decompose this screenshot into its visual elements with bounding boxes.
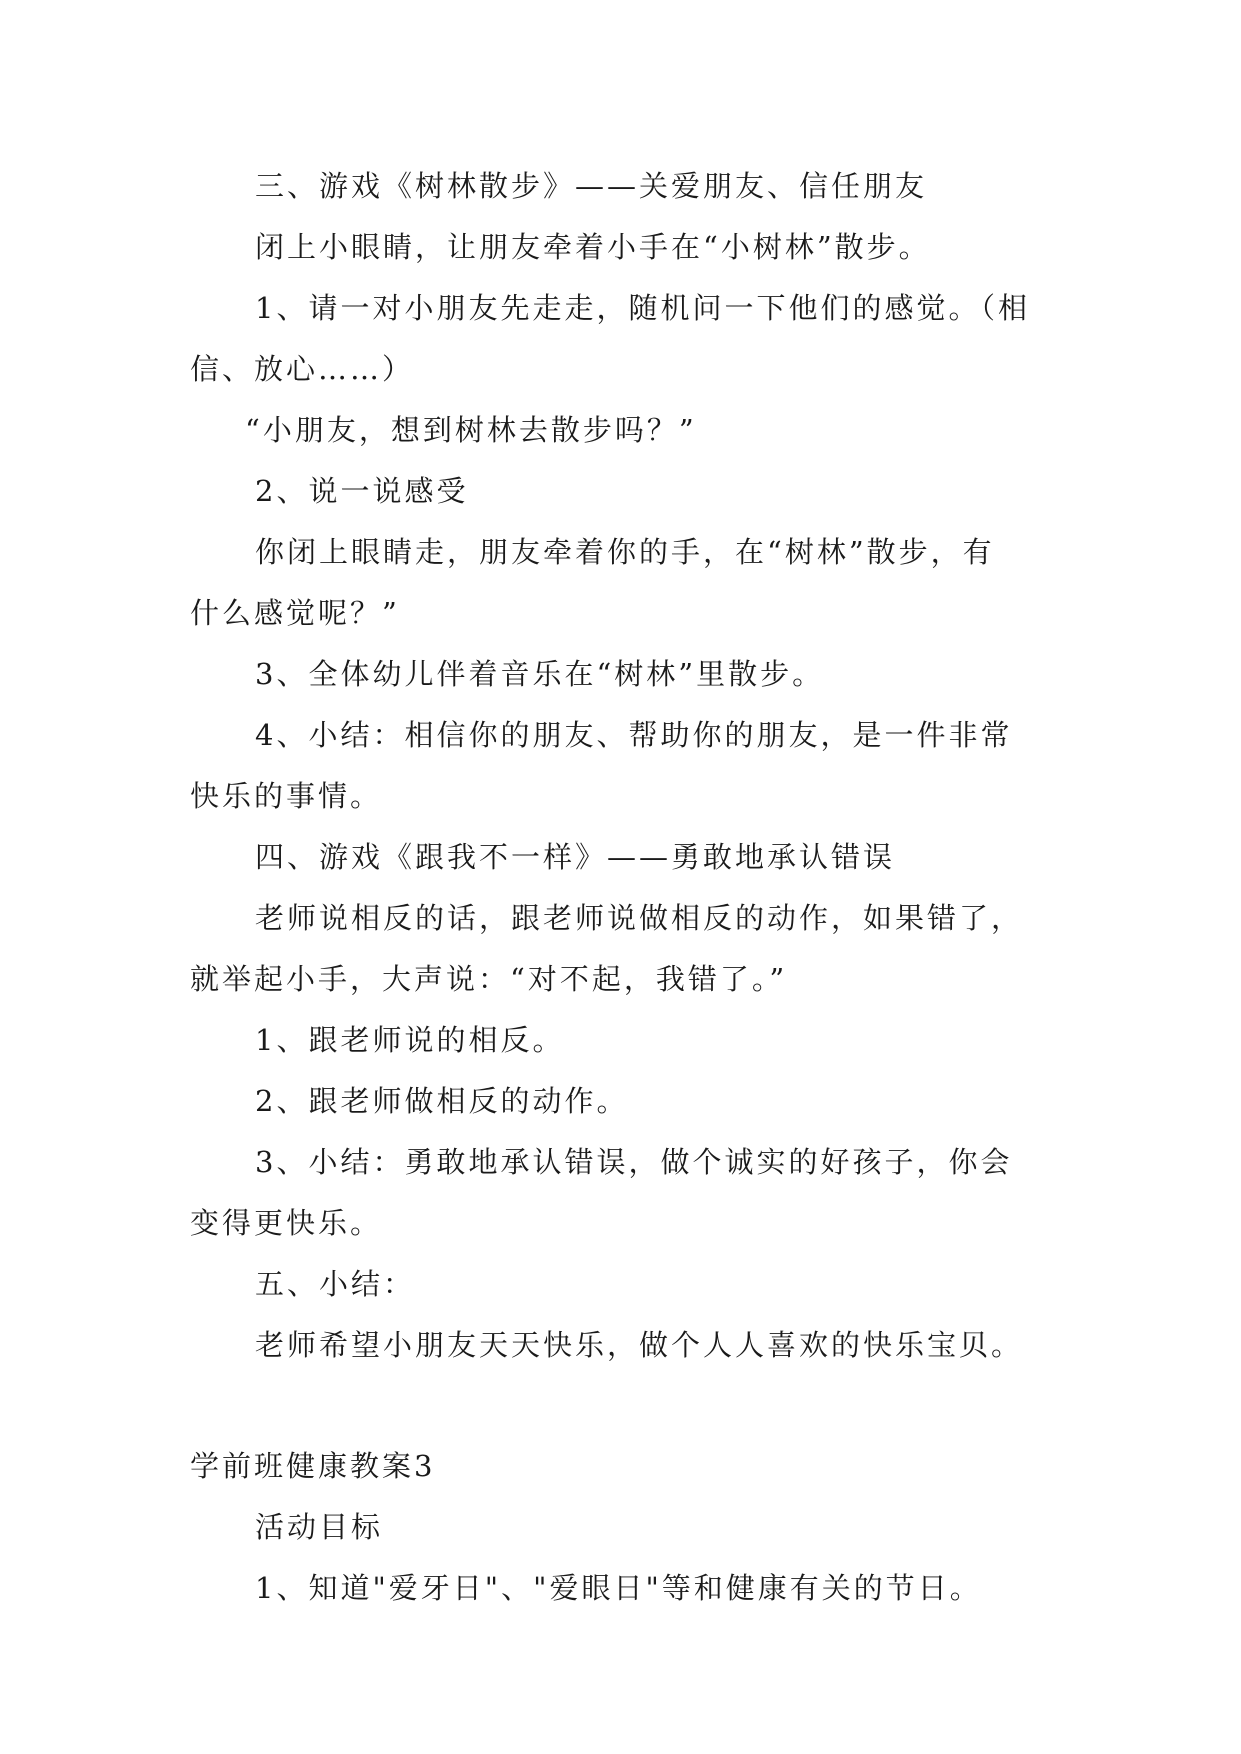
paragraph-line: 快乐的事情。 — [190, 779, 383, 813]
paragraph-line: 信、放心……） — [190, 352, 415, 386]
section-heading-objectives: 活动目标 — [255, 1510, 384, 1544]
section-heading-summary: 五、小结： — [255, 1267, 416, 1301]
paragraph-line: 2、说一说感受 — [255, 474, 469, 508]
paragraph-line: “小朋友，想到树林去散步吗？” — [245, 413, 697, 447]
lesson-plan-title: 学前班健康教案3 — [190, 1449, 436, 1483]
section-heading-forest-walk: 三、游戏《树林散步》——关爱朋友、信任朋友 — [255, 169, 928, 203]
paragraph-line: 什么感觉呢？” — [190, 596, 400, 630]
paragraph-line: 3、小结：勇敢地承认错误，做个诚实的好孩子，你会 — [255, 1145, 1013, 1179]
paragraph-line: 变得更快乐。 — [190, 1206, 383, 1240]
paragraph-line: 你闭上眼睛走，朋友牵着你的手，在“树林”散步，有 — [255, 535, 995, 569]
paragraph-line: 就举起小手，大声说：“对不起，我错了。” — [190, 962, 788, 996]
paragraph-line: 闭上小眼睛，让朋友牵着小手在“小树林”散步。 — [255, 230, 931, 264]
paragraph-line: 老师希望小朋友天天快乐，做个人人喜欢的快乐宝贝。 — [255, 1328, 1024, 1362]
paragraph-line: 老师说相反的话，跟老师说做相反的动作，如果错了， — [255, 901, 1024, 935]
paragraph-line: 1、知道"爱牙日"、"爱眼日"等和健康有关的节日。 — [255, 1571, 982, 1605]
paragraph-line: 4、小结：相信你的朋友、帮助你的朋友，是一件非常 — [255, 718, 1013, 752]
paragraph-line: 1、跟老师说的相反。 — [255, 1023, 565, 1057]
paragraph-line: 1、请一对小朋友先走走，随机问一下他们的感觉。（相 — [255, 291, 1030, 325]
paragraph-line: 3、全体幼儿伴着音乐在“树林”里散步。 — [255, 657, 825, 691]
paragraph-line: 2、跟老师做相反的动作。 — [255, 1084, 629, 1118]
section-heading-different-game: 四、游戏《跟我不一样》——勇敢地承认错误 — [255, 840, 896, 874]
